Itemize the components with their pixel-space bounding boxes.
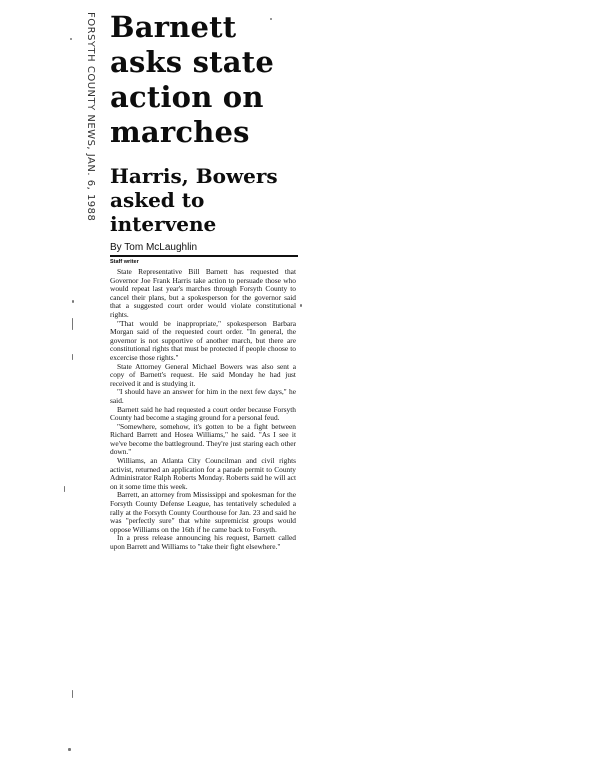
scan-speck — [300, 304, 302, 307]
article-subhead: Harris, Bowers asked to intervene — [110, 164, 278, 236]
article-paragraph: "That would be inappropriate," spokesperson Barbara Morgan said of the requested court order. "In general, the governor is not supportive of another march, but there are constitutional rights that must be protected if people choose to excercise those rights." — [110, 318, 296, 362]
article-paragraph: Barrett, an attorney from Mississippi and spokesman for the Forsyth County Defense League, has tentatively scheduled a rally at the Forsyth County Courthouse for Jan. 23 and said he was "perfectly sure" that white supremicist groups would oppose Williams on the 16th if he came back to Forsyth. — [110, 490, 296, 534]
byline-role: Staff writer — [110, 259, 139, 265]
article-body — [110, 268, 296, 552]
handwritten-source-note: FORSYTH COUNTY NEWS, JAN. 6, 1988 — [85, 12, 96, 222]
article-paragraph: Barnett said he had requested a court order because Forsyth County had become a staging ground for a personal feud. — [110, 404, 296, 423]
newspaper-clipping — [110, 10, 300, 552]
article-paragraph: "I should have an answer for him in the next few days," he said. — [110, 387, 296, 405]
scan-speck — [70, 38, 72, 40]
scan-speck — [72, 354, 73, 360]
scan-speck — [72, 690, 73, 698]
article-headline: Barnett asks state action on marches — [110, 10, 274, 149]
article-paragraph: "Somewhere, somehow, it's gotten to be a fight between Richard Barrett and Hosea Williams," he said. "As I see it we've become the battleground. They're just staring each other down." — [110, 421, 296, 457]
article-paragraph: State Representative Bill Barnett has requested that Governor Joe Frank Harris take action to persuade those who would repeat last year's marches through Forsyth County to cancel their plans, but a spokesperson for the governor said that a suggested court order would violate constitutional rights. — [110, 267, 296, 319]
article-paragraph: State Attorney General Michael Bowers was also sent a copy of Barnett's request. He said Monday he had just received it and is studying it. — [110, 361, 296, 388]
scan-speck — [72, 318, 73, 330]
article-paragraph: In a press release announcing his request, Barnett called upon Barrett and Williams to "take their fight elsewhere." — [110, 533, 296, 551]
scan-speck — [72, 300, 74, 303]
scan-speck — [270, 18, 272, 20]
article-byline: By Tom McLaughlin — [110, 242, 298, 257]
scan-speck — [68, 748, 71, 751]
scan-speck — [64, 486, 65, 492]
article-paragraph: Williams, an Atlanta City Councilman and civil rights activist, returned an application for a parade permit to County Administrator Ralph Roberts Monday. Roberts said he will act on it some time this week. — [110, 456, 296, 491]
